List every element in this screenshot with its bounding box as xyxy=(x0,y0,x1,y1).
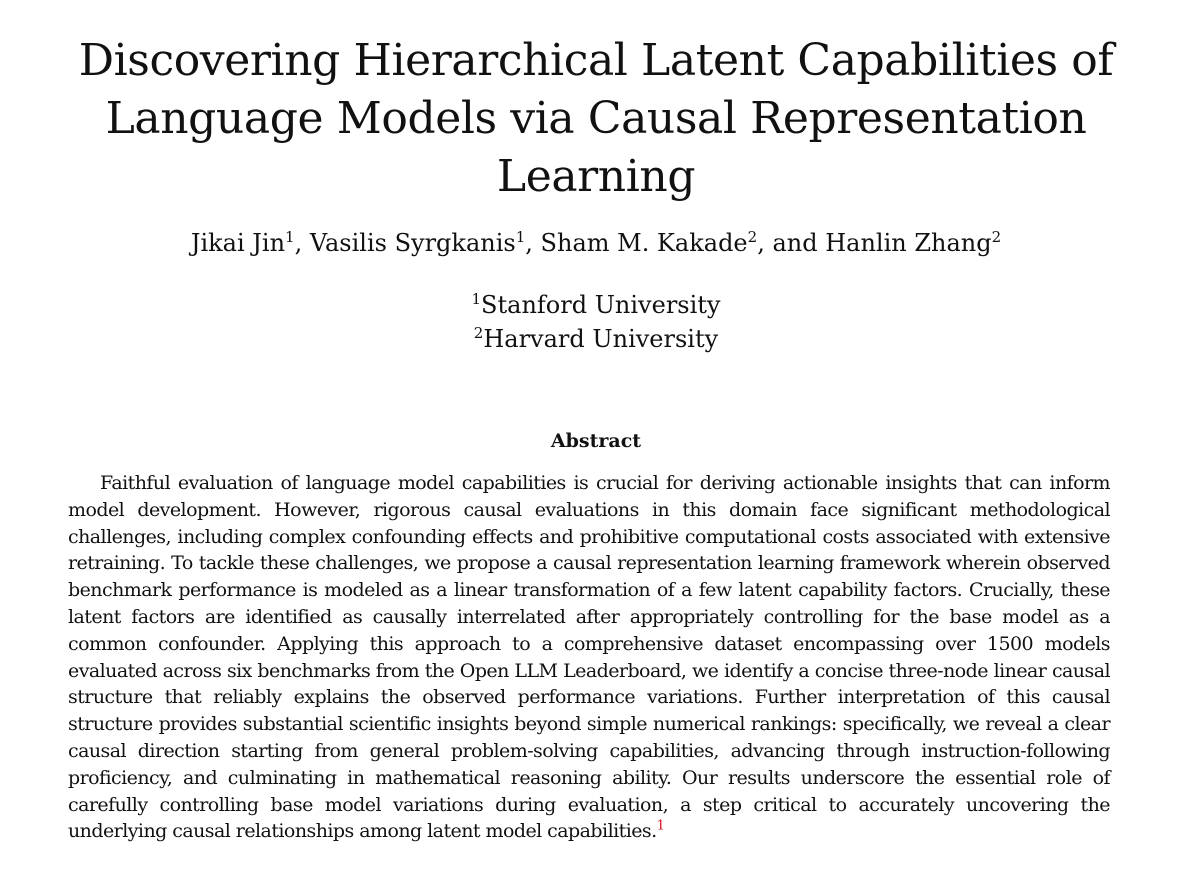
author-separator: , xyxy=(525,229,541,257)
author-name: Jikai Jin xyxy=(190,229,286,257)
title-line-1: Discovering Hierarchical Latent Capabilities of xyxy=(78,35,1114,86)
author-separator: , and xyxy=(757,229,826,257)
author-separator: , xyxy=(294,229,310,257)
author-affiliation-mark: 2 xyxy=(747,228,758,246)
author-list xyxy=(0,226,1192,260)
abstract-text: Faithful evaluation of language model capabilities is crucial for deriving actionable insights that can inform model development. However, rigorous causal evaluations in this domain face significant methodological challenges, including complex confounding effects and prohibitive computational costs associated with extensive retraining. To tackle these challenges, we propose a causal representation learning framework wherein observed benchmark performance is modeled as a linear transformation of a few latent capability factors. Crucially, these latent factors are identified as causally interrelated after appropriately controlling for the base model as a common confounder. Applying this approach to a comprehensive dataset encompassing over 1500 models evaluated across six benchmarks from the Open LLM Leaderboard, we identify a concise three-node linear causal structure that reliably explains the observed performance variations. Further interpretation of this causal structure provides substantial scientific insights beyond simple numerical rankings: specifically, we reveal a clear causal direction starting from general problem-solving capabilities, advancing through instruction-following proficiency, and culminating in mathematical reasoning ability. Our results underscore the essential role of carefully controlling base model variations during evaluation, a step critical to accurately uncovering the underlying causal relationships among latent model capabilities. xyxy=(68,472,1110,843)
author-name: Vasilis Syrgkanis xyxy=(309,229,516,257)
affiliation-mark: 2 xyxy=(473,324,484,342)
title-line-2: Language Models via Causal Representation Learning xyxy=(105,93,1087,202)
affiliation-name: Stanford University xyxy=(481,291,721,319)
author-affiliation-mark: 1 xyxy=(285,228,295,246)
author-affiliation-mark: 1 xyxy=(515,228,526,246)
author-affiliation-mark: 2 xyxy=(991,228,1002,246)
author-name: Hanlin Zhang xyxy=(825,229,992,257)
footnote-link[interactable]: 1 xyxy=(656,819,665,835)
abstract-heading: Abstract xyxy=(550,430,642,452)
abstract-body xyxy=(68,470,1110,845)
affiliation-stanford xyxy=(0,288,1192,322)
author-name: Sham M. Kakade xyxy=(540,229,748,257)
affiliation-mark: 1 xyxy=(471,290,482,308)
affiliation-name: Harvard University xyxy=(483,325,719,353)
paper-title xyxy=(0,32,1192,206)
affiliation-harvard xyxy=(0,322,1192,356)
affiliation-list xyxy=(0,288,1192,356)
